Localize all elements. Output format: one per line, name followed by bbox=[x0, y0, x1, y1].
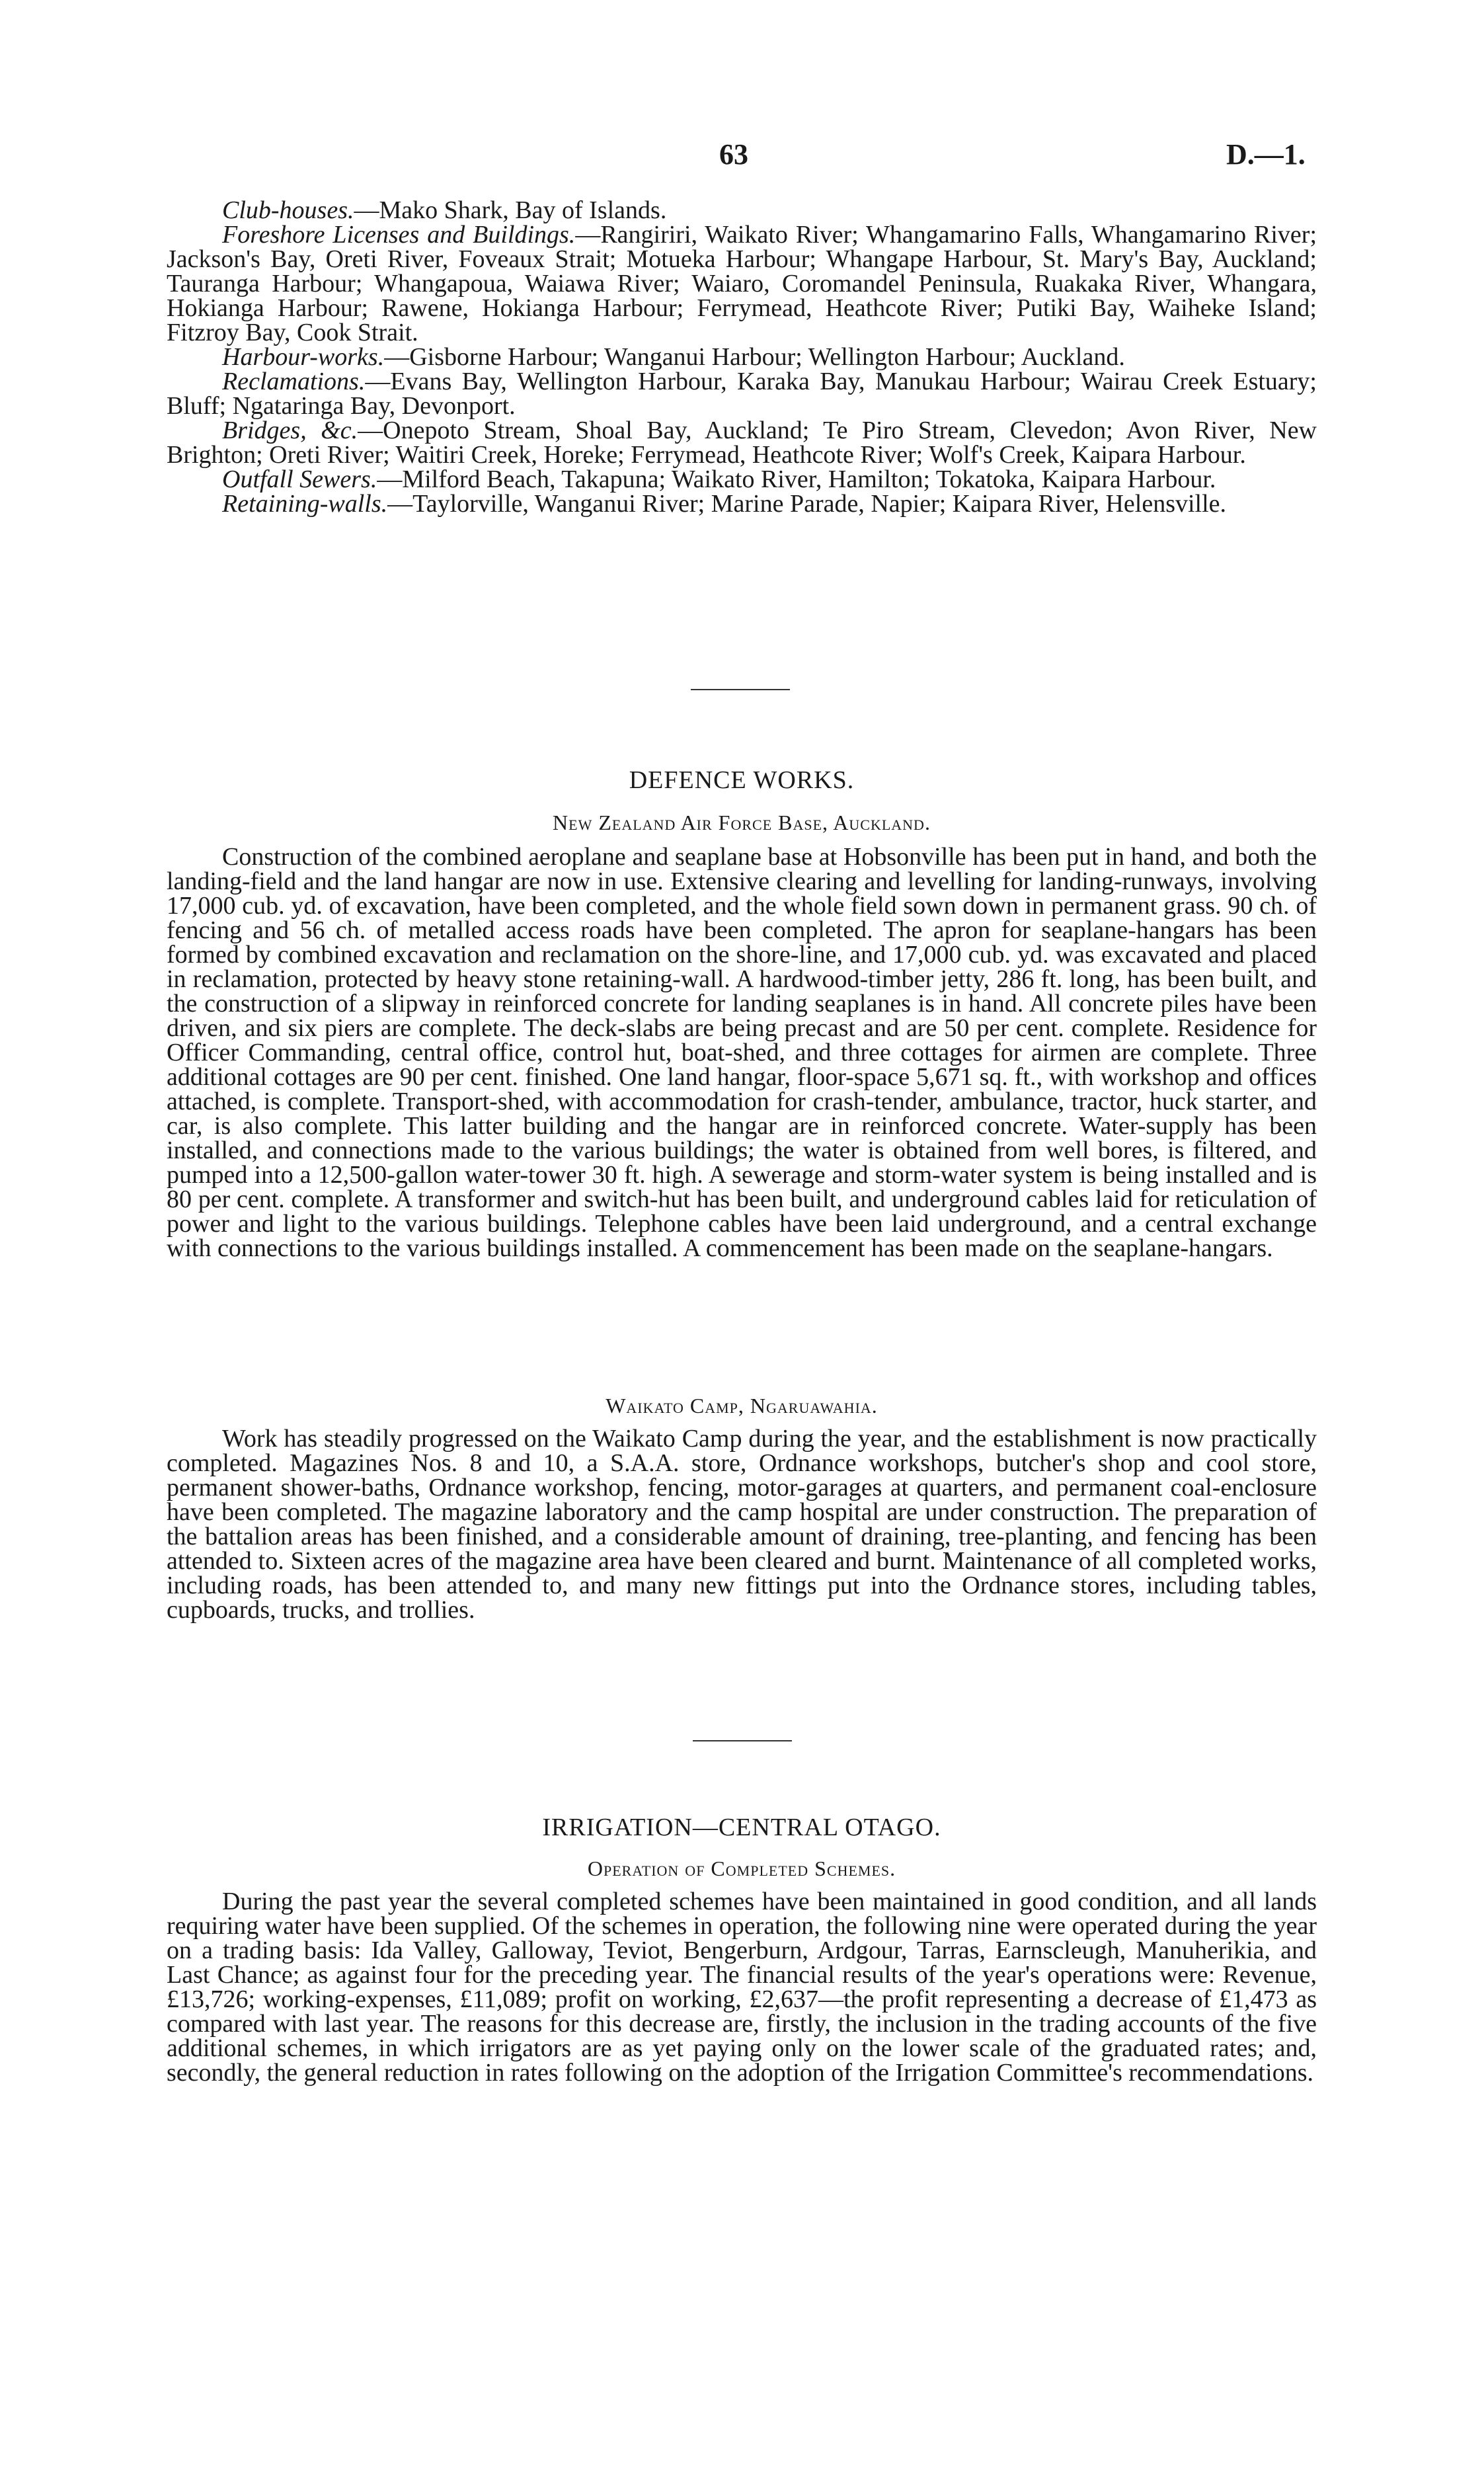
list-item: Outfall Sewers.—Milford Beach, Takapuna; Waikato River, Hamilton; Tokatoka, Kaipara Harbour. bbox=[222, 465, 1216, 493]
section-divider bbox=[691, 689, 790, 690]
irrigation-text: During the past year the several completed schemes have been maintained in good condition, and all lands requiring water have been supplied. Of the schemes in operation, the following nine were operated during the year on a trading basis: Ida Valley, Galloway, Teviot, Bengerburn, Ardgour, Tarras, Earnscleugh, Manuherikia, and Last Chance; as against four for the preceding year. The financial results of the year's operations were: Revenue, £13,726; working-expenses, £11,089; profit on working, £2,637—the profit representing a decrease of £1,473 as compared with last year. The reasons for this decrease are, firstly, the inclusion in the trading accounts of the five additional schemes, in which irrigators are as yet paying only on the lower scale of the graduated rates; and, secondly, the general reduction in rates following on the adoption of the Irrigation Committee's recommendations. bbox=[167, 1888, 1317, 2087]
document-reference: D.—1. bbox=[1226, 138, 1306, 171]
list-item: Harbour-works.—Gisborne Harbour; Wanganui Harbour; Wellington Harbour; Auckland. bbox=[222, 343, 1125, 371]
works-list bbox=[167, 198, 1317, 516]
list-item: Foreshore Licenses and Buildings.—Rangiriri, Waikato River; Whangamarino Falls, Whangamarino River; Jackson's Bay, Oreti River, Foveaux Strait; Motueka Harbour; Whangape Harbour, St. Mary's Bay, Auckland; Tauranga Harbour; Whangapoua, Waiawa River; Waiaro, Coromandel Peninsula, Ruakaka River, Whangara, Hokianga Harbour; Rawene, Hokianga Harbour; Ferrymead, Heathcote River; Putiki Bay, Waiheke Island; Fitzroy Bay, Cook Strait. bbox=[167, 221, 1317, 346]
list-item: Retaining-walls.—Taylorville, Wanganui River; Marine Parade, Napier; Kaipara River, Helensville. bbox=[222, 490, 1227, 518]
subheading-completed-schemes: Operation of Completed Schemes. bbox=[587, 1857, 896, 1880]
list-item: Club-houses.—Mako Shark, Bay of Islands. bbox=[222, 196, 667, 224]
section-divider bbox=[693, 1740, 792, 1741]
section-heading-irrigation: IRRIGATION—CENTRAL OTAGO. bbox=[542, 1814, 941, 1841]
subheading-waikato-camp: Waikato Camp, Ngaruawahia. bbox=[605, 1394, 878, 1418]
subheading-air-force-base: New Zealand Air Force Base, Auckland. bbox=[553, 811, 931, 834]
list-item: Bridges, &c.—Onepoto Stream, Shoal Bay, Auckland; Te Piro Stream, Clevedon; Avon River, New Brighton; Oreti River; Waitiri Creek, Horeke; Ferrymead, Heathcote River; Wolf's Creek, Kaipara Harbour. bbox=[167, 417, 1317, 469]
air-force-base-text: Construction of the combined aeroplane and seaplane base at Hobsonville has been put in hand, and both the landing-field and the land hangar are now in use. Extensive clearing and levelling for landing-runways, involving 17,000 cub. yd. of excavation, have been completed, and the whole field sown down in permanent grass. 90 ch. of fencing and 56 ch. of metalled access roads have been completed. The apron for seaplane-hangars has been formed by combined excavation and reclamation on the shore-line, and 17,000 cub. yd. was excavated and placed in reclamation, protected by heavy stone retaining-wall. A hardwood-timber jetty, 286 ft. long, has been built, and the construction of a slipway in reinforced concrete for landing seaplanes is in hand. All concrete piles have been driven, and six piers are complete. The deck-slabs are being precast and are 50 per cent. complete. Residence for Officer Commanding, central office, control hut, boat-shed, and three cottages for airmen are complete. Three additional cottages are 90 per cent. finished. One land hangar, floor-space 5,671 sq. ft., with workshop and offices attached, is complete. Transport-shed, with accommodation for crash-tender, ambulance, tractor, huck starter, and car, is also complete. This latter building and the hangar are in reinforced concrete. Water-supply has been installed, and connections made to the various buildings; the water is obtained from well bores, is filtered, and pumped into a 12,500-gallon water-tower 30 ft. high. A sewerage and storm-water system is being installed and is 80 per cent. complete. A transformer and switch-hut has been built, and underground cables laid for reticulation of power and light to the various buildings. Telephone cables have been laid underground, and a central exchange with connections to the various buildings installed. A commencement has been made on the seaplane-hangars. bbox=[167, 843, 1317, 1262]
section-heading-defence: DEFENCE WORKS. bbox=[629, 766, 855, 794]
list-item: Reclamations.—Evans Bay, Wellington Harbour, Karaka Bay, Manukau Harbour; Wairau Creek Estuary; Bluff; Ngataringa Bay, Devonport. bbox=[167, 368, 1317, 420]
waikato-camp-text: Work has steadily progressed on the Waikato Camp during the year, and the establishment is now practically completed. Magazines Nos. 8 and 10, a S.A.A. store, Ordnance workshops, butcher's shop and cool store, permanent shower-baths, Ordnance workshop, fencing, motor-garages at quarters, and permanent coal-enclosure have been completed. The magazine laboratory and the camp hospital are under construction. The preparation of the battalion areas has been finished, and a considerable amount of draining, tree-planting, and fencing has been attended to. Sixteen acres of the magazine area have been cleared and burnt. Maintenance of all completed works, including roads, has been attended to, and many new fittings put into the Ordnance stores, including tables, cupboards, trucks, and trollies. bbox=[167, 1425, 1317, 1624]
page-number: 63 bbox=[719, 138, 748, 171]
